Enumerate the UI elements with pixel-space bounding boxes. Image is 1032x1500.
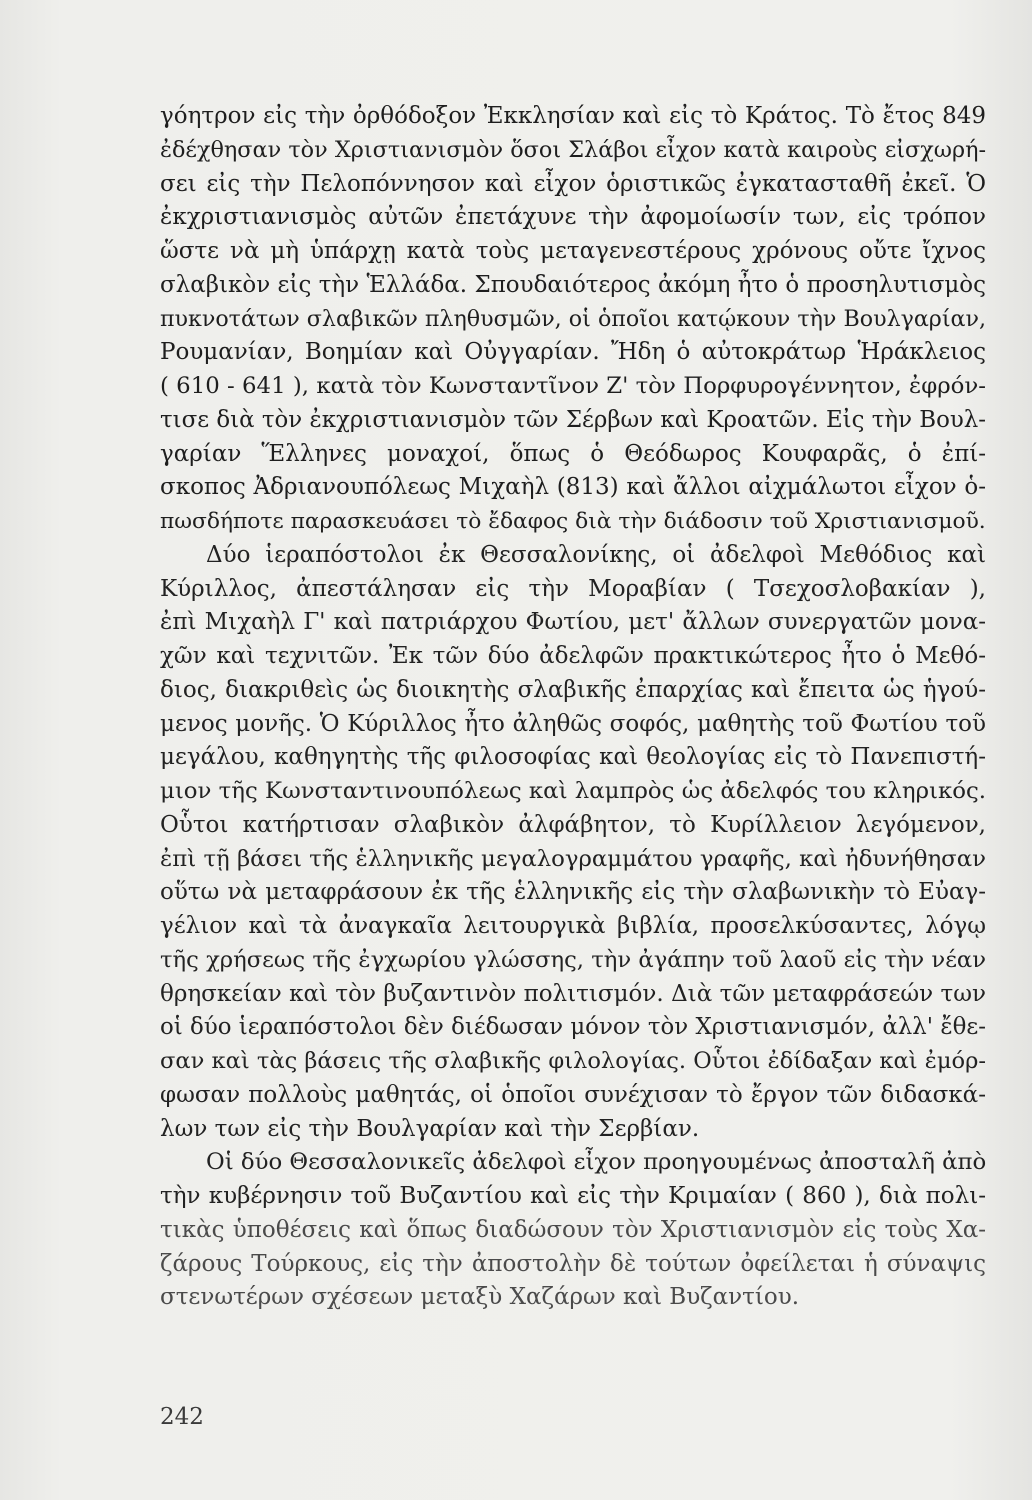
page-body [160,100,986,1315]
text-line: διος, διακριθεὶς ὡς διοικητὴς σλαβικῆς ἐπαρχίας καὶ ἔπειτα ὡς ἡγού- [160,676,986,703]
text-line: ἐκχριστιανισμὸς αὐτῶν ἐπετάχυνε τὴν ἀφομοίωσίν των, εἰς τρόπον [160,204,986,231]
text-line: τικὰς ὑποθέσεις καὶ ὅπως διαδώσουν τὸν Χριστιανισμὸν εἰς τοὺς Χα- [160,1216,986,1243]
paragraph-1 [160,100,986,539]
text-line: γαρίαν Ἕλληνες μοναχοί, ὅπως ὁ Θεόδωρος Κουφαρᾶς, ὁ ἐπί- [160,440,986,467]
text-line: λων των εἰς τὴν Βουλγαρίαν καὶ τὴν Σερβίαν. [160,1115,700,1142]
text-line: Οἱ δύο Θεσσαλονικεῖς ἀδελφοὶ εἶχον προηγουμένως ἀποσταλῆ ἀπὸ [206,1149,987,1176]
page-number: 242 [160,1404,204,1430]
text-line: ζάρους Τούρκους, εἰς τὴν ἀποστολὴν δὲ τούτων ὀφείλεται ἡ σύναψις [160,1250,986,1277]
text-line: Κύριλλος, ἀπεστάλησαν εἰς τὴν Μοραβίαν ( Τσεχοσλοβακίαν ), [160,575,986,602]
text-line: πωσδήποτε παρασκευάσει τὸ ἔδαφος διὰ τὴν διάδοσιν τοῦ Χριστιανισμοῦ. [160,509,986,534]
text-line: σλαβικὸν εἰς τὴν Ἑλλάδα. Σπουδαιότερος ἀκόμη ἦτο ὁ προσηλυτισμὸς [160,271,986,298]
text-line: Ρουμανίαν, Βοημίαν καὶ Οὐγγαρίαν. Ἤδη ὁ αὐτοκράτωρ Ἡράκλειος [160,339,986,366]
text-line: σει εἰς τὴν Πελοπόννησον καὶ εἶχον ὁριστικῶς ἐγκατασταθῆ ἐκεῖ. Ὁ [160,170,986,197]
text-line: μενος μονῆς. Ὁ Κύριλλος ἦτο ἀληθῶς σοφός, μαθητὴς τοῦ Φωτίου τοῦ [160,710,986,737]
text-line: τισε διὰ τὸν ἐκχριστιανισμὸν τῶν Σέρβων καὶ Κροατῶν. Εἰς τὴν Βουλ- [160,406,986,433]
text-line: μεγάλου, καθηγητὴς τῆς φιλοσοφίας καὶ θεολογίας εἰς τὸ Πανεπιστή- [160,744,986,771]
text-line: Οὗτοι κατήρτισαν σλαβικὸν ἀλφάβητον, τὸ Κυρίλλειον λεγόμενον, [160,811,986,838]
text-line: τὴν κυβέρνησιν τοῦ Βυζαντίου καὶ εἰς τὴν Κριμαίαν ( 860 ), διὰ πολι- [160,1183,986,1209]
paragraph-2 [160,539,986,1147]
text-line: ὥστε νὰ μὴ ὑπάρχῃ κατὰ τοὺς μεταγενεστέρους χρόνους οὔτε ἴχνος [160,238,986,264]
text-line: σαν καὶ τὰς βάσεις τῆς σλαβικῆς φιλολογίας. Οὗτοι ἐδίδαξαν καὶ ἐμόρ- [160,1048,986,1074]
text-line: ἐπὶ Μιχαὴλ Γ' καὶ πατριάρχου Φωτίου, μετ' ἄλλων συνεργατῶν μονα- [160,609,986,636]
text-line: μιον τῆς Κωνσταντινουπόλεως καὶ λαμπρὸς ὡς ἀδελφός του κληρικός. [160,778,986,804]
text-line: χῶν καὶ τεχνιτῶν. Ἐκ τῶν δύο ἀδελφῶν πρακτικώτερος ἦτο ὁ Μεθό- [160,643,986,669]
paragraph-3 [160,1146,986,1315]
text-line: στενωτέρων σχέσεων μεταξὺ Χαζάρων καὶ Βυζαντίου. [160,1284,800,1311]
text-line: φωσαν πολλοὺς μαθητάς, οἱ ὁποῖοι συνέχισαν τὸ ἔργον τῶν διδασκά- [160,1081,986,1108]
text-line: ἐδέχθησαν τὸν Χριστιανισμὸν ὅσοι Σλάβοι εἶχον κατὰ καιροὺς εἰσχωρή- [160,136,986,163]
text-line: σκοπος Ἀδριανουπόλεως Μιχαὴλ (813) καὶ ἄλλοι αἰχμάλωτοι εἶχον ὁ- [160,474,986,501]
text-line: ( 610 - 641 ), κατὰ τὸν Κωνσταντῖνον Ζ' τὸν Πορφυρογέννητον, ἐφρόν- [160,373,986,399]
text-line: γόητρον εἰς τὴν ὀρθόδοξον Ἐκκλησίαν καὶ εἰς τὸ Κράτος. Τὸ ἔτος 849 [160,103,986,129]
text-line: θρησκείαν καὶ τὸν βυζαντινὸν πολιτισμόν. Διὰ τῶν μεταφράσεών των [160,980,986,1007]
text-line: οὕτω νὰ μεταφράσουν ἐκ τῆς ἑλληνικῆς εἰς τὴν σλαβωνικὴν τὸ Εὐαγ- [160,879,986,906]
text-line: Δύο ἱεραπόστολοι ἐκ Θεσσαλονίκης, οἱ ἀδελφοὶ Μεθόδιος καὶ [206,541,986,568]
text-line: οἱ δύο ἱεραπόστολοι δὲν διέδωσαν μόνον τὸν Χριστιανισμόν, ἀλλ' ἔθε- [160,1014,986,1041]
text-line: πυκνοτάτων σλαβικῶν πληθυσμῶν, οἱ ὁποῖοι κατῴκουν τὴν Βουλγαρίαν, [160,305,986,332]
text-line: τῆς χρήσεως τῆς ἐγχωρίου γλώσσης, τὴν ἀγάπην τοῦ λαοῦ εἰς τὴν νέαν [160,946,986,973]
text-line: ἐπὶ τῇ βάσει τῆς ἑλληνικῆς μεγαλογραμμάτου γραφῆς, καὶ ἠδυνήθησαν [160,845,986,872]
text-line: γέλιον καὶ τὰ ἀναγκαῖα λειτουργικὰ βιβλία, προσελκύσαντες, λόγῳ [160,913,986,939]
